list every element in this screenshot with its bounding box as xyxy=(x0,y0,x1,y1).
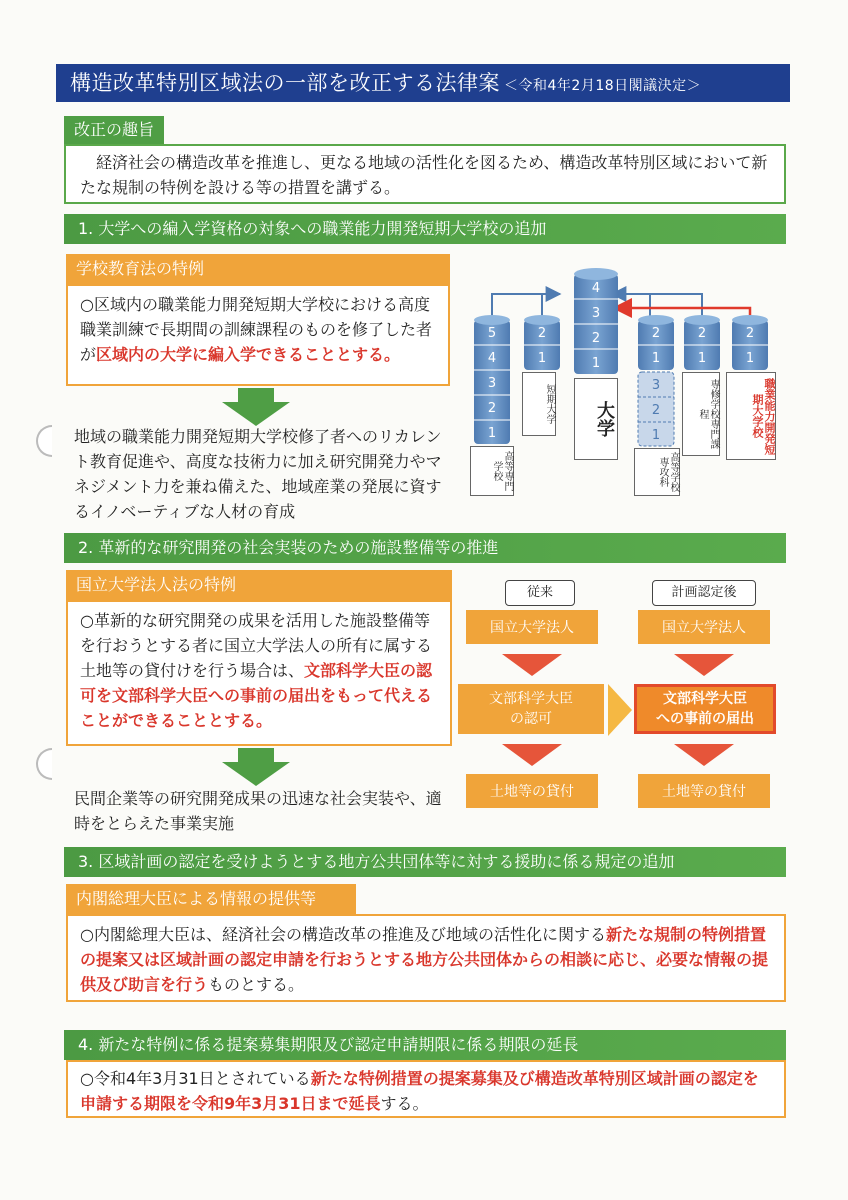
daigaku-level-3: 3 xyxy=(591,306,601,321)
senmon-column xyxy=(684,315,720,370)
daigaku-column xyxy=(574,268,618,374)
kosen-column xyxy=(474,315,510,444)
section3-heading: 3. 区域計画の認定を受けようとする地方公共団体等に対する援助に係る規定の追加 xyxy=(64,847,786,877)
before-arrow1 xyxy=(502,654,562,676)
section1-down-arrow xyxy=(216,388,296,426)
kosen-level-3: 3 xyxy=(487,376,497,391)
purpose-box xyxy=(64,144,786,204)
shokuno-column xyxy=(732,315,768,370)
section2-text: ○革新的な研究開発の成果を活用した施設整備等を行おうとする者に国立大学法人の所有に属する土地等の貸付けを行う場合は、 xyxy=(80,611,433,680)
section1-text: ○区域内の職業能力開発短期大学校における高度職業訓練で長期間の訓練課程のものを修了した者が xyxy=(80,295,433,364)
after-arrow2 xyxy=(674,744,734,766)
senkoka-level-1: 1 xyxy=(651,351,661,366)
senkoka-label-box xyxy=(634,448,680,496)
after-arrow1 xyxy=(674,654,734,676)
senkoka-hs-level-3: 3 xyxy=(651,378,661,393)
kosen-level-2: 2 xyxy=(487,401,497,416)
section2-text-red: 文部科学大臣の認可を文部科学大臣への事前の届出をもって代えることができることとする。 xyxy=(80,661,433,730)
senkoka-level-2: 2 xyxy=(651,326,661,341)
before-step2 xyxy=(458,684,604,734)
section2-heading: 2. 革新的な研究開発の社会実装のための施設整備等の推進 xyxy=(64,533,786,563)
punch-hole-bottom xyxy=(36,748,52,780)
section1-tag: 学校教育法の特例 xyxy=(66,254,450,284)
after-step1: 国立大学法人 xyxy=(638,610,770,644)
kosen-level-5: 5 xyxy=(487,326,497,341)
senmon-level-1: 1 xyxy=(697,351,707,366)
tandai-label: 短期大学 xyxy=(544,384,555,424)
tandai-level-1: 1 xyxy=(537,351,547,366)
senkoka-hs-level-2: 2 xyxy=(651,403,661,418)
daigaku-level-4: 4 xyxy=(591,281,601,296)
section1-outcome: 地域の職業能力開発短期大学校修了者へのリカレント教育促進や、高度な技術力に加え研究開発力やマネジメント力を兼ね備えた、地域産業の発展に資するイノベーティブな人材の育成 xyxy=(74,427,442,521)
title-main: 構造改革特別区域法の一部を改正する法律案 xyxy=(70,71,500,95)
before-step3: 土地等の貸付 xyxy=(466,774,598,808)
senkoka-hs-level-1: 1 xyxy=(651,428,661,443)
after-step2-text: 文部科学大臣 への事前の届出 xyxy=(656,691,754,727)
senmon-label: 専修学校専門課程 xyxy=(697,379,719,449)
section4-text-red: 新たな特例措置の提案募集及び構造改革特別区域計画の認定を申請する期限を令和9年3月31日まで延長 xyxy=(80,1069,759,1113)
section1-box xyxy=(66,284,450,386)
section4-heading: 4. 新たな特例に係る提案募集期限及び認定申請期限に係る期限の延長 xyxy=(64,1030,786,1060)
senkoka-column xyxy=(638,315,674,446)
section2-outcome: 民間企業等の研究開発成果の迅速な社会実装や、適時をとらえた事業実施 xyxy=(74,789,442,833)
shokuno-level-2: 2 xyxy=(745,326,755,341)
section3-text-red: 新たな規制の特例措置の提案又は区域計画の認定申請を行おうとする地方公共団体からの相談に応じ、必要な情報の提供及び助言を行う xyxy=(80,925,769,994)
purpose-body: 経済社会の構造改革を推進し、更なる地域の活性化を図るため、構造改革特別区域において新たな規制の特例を設ける等の措置を講ずる。 xyxy=(80,153,768,197)
before-label: 従来 xyxy=(505,580,575,606)
daigaku-level-1: 1 xyxy=(591,356,601,371)
after-step3: 土地等の貸付 xyxy=(638,774,770,808)
after-step2 xyxy=(634,684,776,734)
section3-text1: ○内閣総理大臣は、経済社会の構造改革の推進及び地域の活性化に関する xyxy=(80,925,606,944)
page-title xyxy=(56,64,790,102)
before-arrow2 xyxy=(502,744,562,766)
title-sub: ＜令和4年2月18日閣議決定＞ xyxy=(504,78,702,94)
shokuno-label-box xyxy=(726,372,776,460)
before-step1: 国立大学法人 xyxy=(466,610,598,644)
kosen-label-box xyxy=(470,446,514,496)
section2-down-arrow xyxy=(216,748,296,786)
kosen-level-4: 4 xyxy=(487,351,497,366)
tandai-column xyxy=(524,315,560,370)
before-step2-text: 文部科学大臣 の認可 xyxy=(489,691,573,727)
tandai-label-box xyxy=(522,372,556,436)
section3-box xyxy=(66,914,786,1002)
senmon-level-2: 2 xyxy=(697,326,707,341)
section4-box xyxy=(66,1060,786,1118)
shokuno-label: 職業能力開発短期大学校 xyxy=(751,377,776,455)
purpose-tag: 改正の趣旨 xyxy=(64,116,164,144)
daigaku-label: 大学 xyxy=(594,401,615,437)
shokuno-level-1: 1 xyxy=(745,351,755,366)
kosen-level-1: 1 xyxy=(487,426,497,441)
section3-text2: ものとする。 xyxy=(208,975,305,994)
section1-text-red: 区域内の大学に編入学できることとする。 xyxy=(96,345,401,364)
section2-box xyxy=(66,600,452,746)
senkoka-label: 高等学校専攻科 xyxy=(657,452,679,492)
section4-text1: ○令和4年3月31日とされている xyxy=(80,1069,311,1088)
senmon-label-box xyxy=(682,372,720,456)
section3-tag: 内閣総理大臣による情報の提供等 xyxy=(66,884,356,914)
section2-tag: 国立大学法人法の特例 xyxy=(66,570,452,600)
punch-hole-top xyxy=(36,425,52,457)
kosen-label: 高等専門学校 xyxy=(491,451,513,491)
tandai-level-2: 2 xyxy=(537,326,547,341)
daigaku-label-box xyxy=(574,378,618,460)
section4-text2: する。 xyxy=(380,1094,429,1113)
section1-heading: 1. 大学への編入学資格の対象への職業能力開発短期大学校の追加 xyxy=(64,214,786,244)
flow-transition-arrow xyxy=(608,684,632,736)
after-label: 計画認定後 xyxy=(652,580,756,606)
daigaku-level-2: 2 xyxy=(591,331,601,346)
